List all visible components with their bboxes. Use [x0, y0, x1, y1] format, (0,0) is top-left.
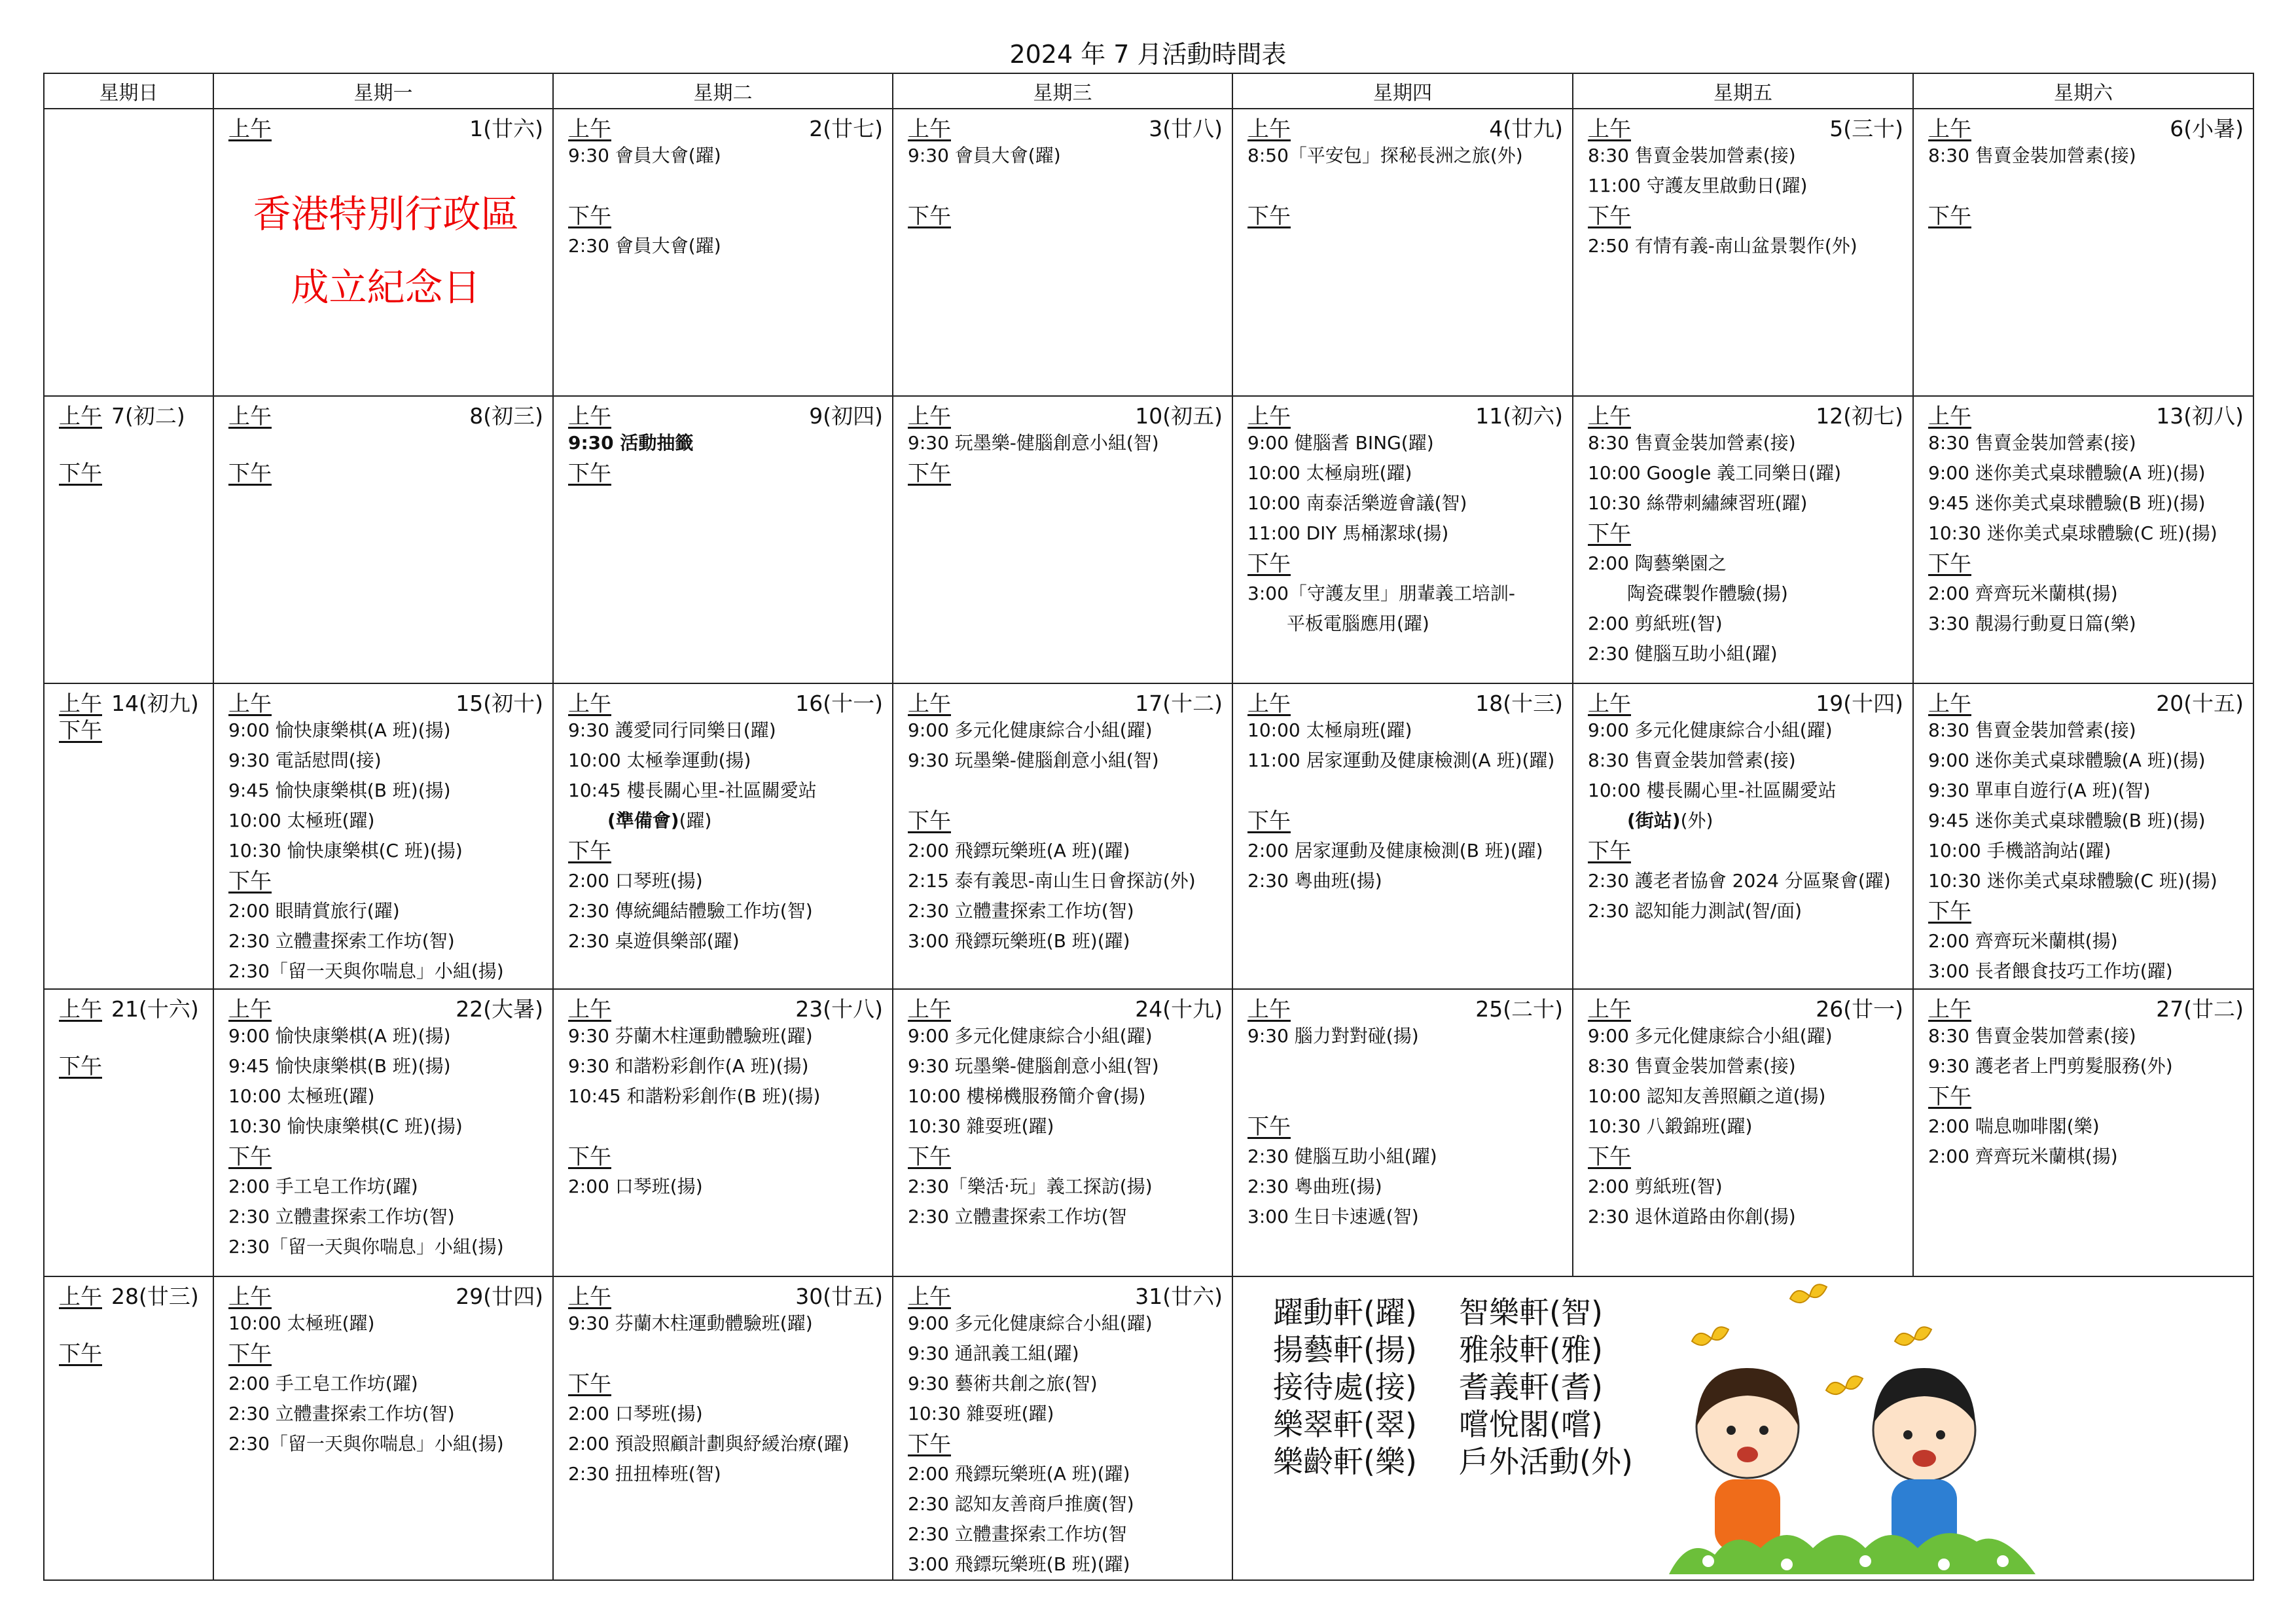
legend-item: 耆義軒(耆)	[1459, 1369, 1603, 1405]
day-cell-30	[553, 1276, 893, 1580]
day-cell-15	[213, 683, 553, 989]
pm-label: 下午	[1928, 203, 1971, 228]
event-item: 3:30 靚湯行動夏日篇(樂)	[1928, 613, 2136, 634]
pm-label: 下午	[1247, 1113, 1291, 1139]
event-item: 9:00 愉快康樂棋(A 班)(揚)	[228, 1025, 451, 1047]
event-item: 9:30 活動抽籤	[568, 432, 694, 454]
pm-label: 下午	[568, 1371, 611, 1396]
day-cell-8	[213, 396, 553, 683]
am-label: 上午	[59, 691, 102, 716]
day-date: 12(初七)	[1816, 403, 1903, 429]
event-item: 9:30 護老者上門剪髮服務(外)	[1928, 1055, 2173, 1077]
day-date: 13(初八)	[2156, 403, 2244, 429]
event-item: 10:00 太極班(躍)	[228, 1085, 375, 1107]
day-date: 1(廿六)	[469, 116, 543, 141]
legend-item: 樂翠軒(翠)	[1273, 1407, 1417, 1442]
event-item: 9:30 和諧粉彩創作(A 班)(揚)	[568, 1055, 809, 1077]
am-label: 上午	[568, 1284, 611, 1309]
venue-legend	[1273, 1294, 1645, 1481]
pm-label: 下午	[908, 203, 951, 228]
event-item: 10:00 太極班(躍)	[228, 1312, 375, 1334]
event-item: 2:30 健腦互助小組(躍)	[1588, 643, 1778, 664]
day-date: 30(廿五)	[795, 1284, 883, 1309]
day-cell-3	[893, 109, 1232, 396]
am-label: 上午	[228, 996, 272, 1022]
event-item: 9:30 腦力對對碰(揚)	[1247, 1025, 1419, 1047]
event-item: 9:30 電話慰問(接)	[228, 749, 382, 771]
event-item: 9:00 迷你美式桌球體驗(A 班)(揚)	[1928, 749, 2206, 771]
am-label: 上午	[1247, 996, 1291, 1022]
day-cell-25	[1232, 989, 1573, 1276]
week-row	[44, 989, 2253, 1276]
pm-label: 下午	[1247, 550, 1291, 576]
event-item: 8:30 售賣金裝加營素(接)	[1928, 432, 2136, 454]
event-item: 9:00 健腦耆 BING(躍)	[1247, 432, 1434, 454]
event-item: 10:45 和諧粉彩創作(B 班)(揚)	[568, 1085, 821, 1107]
event-item: 2:00 口琴班(揚)	[568, 1403, 703, 1424]
event-item: (準備會)(躍)	[607, 810, 712, 831]
event-item: 2:00 眼睛賞旅行(躍)	[228, 900, 400, 922]
am-label: 上午	[59, 996, 102, 1022]
weekday-tue: 星期二	[553, 73, 893, 109]
weekday-sun: 星期日	[44, 73, 213, 109]
event-item: 9:30 會員大會(躍)	[908, 145, 1061, 166]
event-item: 8:30 售賣金裝加營素(接)	[1928, 1025, 2136, 1047]
day-cell-13	[1913, 396, 2253, 683]
pm-label: 下午	[1588, 838, 1631, 863]
event-item: 9:00 多元化健康綜合小組(躍)	[908, 1025, 1153, 1047]
event-item: 10:00 樓梯機服務簡介會(揚)	[908, 1085, 1146, 1107]
weekday-wed: 星期三	[893, 73, 1232, 109]
event-item: 9:30 單車自遊行(A 班)(智)	[1928, 780, 2151, 801]
day-date: 26(廿一)	[1816, 996, 1903, 1022]
event-item: 9:45 迷你美式桌球體驗(B 班)(揚)	[1928, 810, 2206, 831]
day-cell-7	[44, 396, 213, 683]
legend-item: 雅敍軒(雅)	[1459, 1332, 1603, 1367]
am-label: 上午	[908, 403, 951, 429]
event-item: 2:00 齊齊玩米蘭棋(揚)	[1928, 930, 2118, 952]
event-item: 2:50 有情有義-南山盆景製作(外)	[1588, 235, 1857, 257]
event-item: 9:30 玩墨樂-健腦創意小組(智)	[908, 749, 1159, 771]
event-item: 9:00 迷你美式桌球體驗(A 班)(揚)	[1928, 462, 2206, 484]
event-item: 9:00 多元化健康綜合小組(躍)	[1588, 719, 1833, 741]
event-item: 2:00 陶藝樂園之	[1588, 552, 1727, 574]
am-label: 上午	[59, 403, 102, 429]
day-cell-4	[1232, 109, 1573, 396]
am-label: 上午	[1588, 116, 1631, 141]
day-cell-18	[1232, 683, 1573, 989]
pm-label: 下午	[568, 460, 611, 486]
pm-label: 下午	[1247, 808, 1291, 833]
day-date: 10(初五)	[1135, 403, 1223, 429]
event-item: 10:00 太極班(躍)	[228, 810, 375, 831]
day-cell-16	[553, 683, 893, 989]
event-item: 2:15 泰有義思-南山生日會探訪(外)	[908, 870, 1196, 892]
am-label: 上午	[568, 116, 611, 141]
event-item: 8:30 售賣金裝加營素(接)	[1588, 749, 1796, 771]
event-item: 9:30 芬蘭木柱運動體驗班(躍)	[568, 1025, 813, 1047]
event-item: 陶瓷碟製作體驗(揚)	[1627, 583, 1788, 604]
day-cell-11	[1232, 396, 1573, 683]
event-item: 2:30 會員大會(躍)	[568, 235, 721, 257]
am-label: 上午	[1928, 116, 1971, 141]
pm-label: 下午	[1928, 898, 1971, 924]
event-item: 2:30 立體畫探索工作坊(智)	[908, 900, 1134, 922]
event-item: 3:00 飛鏢玩樂班(B 班)(躍)	[908, 1553, 1130, 1575]
event-item: 平板電腦應用(躍)	[1287, 613, 1429, 634]
am-label: 上午	[59, 1284, 102, 1309]
am-label: 上午	[228, 403, 272, 429]
week-row	[44, 683, 2253, 989]
day-cell-26	[1573, 989, 1913, 1276]
event-item: 10:30 迷你美式桌球體驗(C 班)(揚)	[1928, 870, 2217, 892]
event-item: 10:45 樓長關心里-社區關愛站	[568, 780, 817, 801]
event-item: 2:00 居家運動及健康檢測(B 班)(躍)	[1247, 840, 1543, 861]
event-item: 10:00 樓長關心里-社區關愛站	[1588, 780, 1837, 801]
event-item: 10:30 絲帶刺繡練習班(躍)	[1588, 492, 1808, 514]
event-item: 8:30 售賣金裝加營素(接)	[1588, 145, 1796, 166]
event-item: 2:00 剪紙班(智)	[1588, 1176, 1723, 1197]
event-item: 2:30 扭扭棒班(智)	[568, 1463, 721, 1485]
legend-item: 接待處(接)	[1273, 1369, 1417, 1405]
event-item: 9:30 玩墨樂-健腦創意小組(智)	[908, 432, 1159, 454]
event-item: 2:00 口琴班(揚)	[568, 1176, 703, 1197]
pm-label: 下午	[228, 1341, 272, 1366]
week-row	[44, 396, 2253, 683]
legend-item: 嚐悅閣(嚐)	[1459, 1407, 1603, 1442]
event-item: 2:30 護老者協會 2024 分區聚會(躍)	[1588, 870, 1891, 892]
day-cell-27	[1913, 989, 2253, 1276]
event-item: 2:30「樂活‧玩」義工探訪(揚)	[908, 1176, 1153, 1197]
am-label: 上午	[1247, 403, 1291, 429]
event-item: 11:00 DIY 馬桶潔球(揚)	[1247, 522, 1449, 544]
pm-label: 下午	[1247, 203, 1291, 228]
day-date: 24(十九)	[1135, 996, 1223, 1022]
day-cell-21	[44, 989, 213, 1276]
am-label: 上午	[228, 1284, 272, 1309]
day-cell-29	[213, 1276, 553, 1580]
day-cell-12	[1573, 396, 1913, 683]
event-item: 2:30 認知友善商戶推廣(智)	[908, 1493, 1134, 1515]
children-butterflies-illustration	[1669, 1283, 2036, 1574]
legend-item: 躍動軒(躍)	[1273, 1295, 1417, 1330]
event-item: 2:30 粵曲班(揚)	[1247, 1176, 1382, 1197]
event-item: 10:00 認知友善照顧之道(揚)	[1588, 1085, 1826, 1107]
event-item: 9:45 迷你美式桌球體驗(B 班)(揚)	[1928, 492, 2206, 514]
event-item: 9:30 藝術共創之旅(智)	[908, 1373, 1098, 1394]
pm-label: 下午	[228, 868, 272, 893]
am-label: 上午	[1247, 691, 1291, 716]
day-date: 16(十一)	[795, 691, 883, 716]
event-item: (街站)(外)	[1627, 810, 1713, 831]
day-date: 17(十二)	[1135, 691, 1223, 716]
event-item: 9:30 護愛同行同樂日(躍)	[568, 719, 776, 741]
event-item: 2:30 立體畫探索工作坊(智	[908, 1206, 1127, 1227]
pm-label: 下午	[59, 717, 102, 743]
event-item: 2:00 手工皂工作坊(躍)	[228, 1373, 418, 1394]
event-item: 10:30 八鍛錦班(躍)	[1588, 1115, 1753, 1137]
day-date: 14(初九)	[111, 691, 199, 716]
pm-label: 下午	[228, 1144, 272, 1169]
am-label: 上午	[1928, 691, 1971, 716]
event-item: 10:30 迷你美式桌球體驗(C 班)(揚)	[1928, 522, 2217, 544]
event-item: 11:00 居家運動及健康檢測(A 班)(躍)	[1247, 749, 1555, 771]
pm-label: 下午	[568, 1144, 611, 1169]
day-cell-5	[1573, 109, 1913, 396]
am-label: 上午	[568, 691, 611, 716]
event-item: 10:00 太極扇班(躍)	[1247, 462, 1412, 484]
event-item: 10:00 太極扇班(躍)	[1247, 719, 1412, 741]
event-item: 9:30 會員大會(躍)	[568, 145, 721, 166]
pm-label: 下午	[1588, 520, 1631, 546]
day-cell-31	[893, 1276, 1232, 1580]
event-item: 2:30 立體畫探索工作坊(智)	[228, 930, 455, 952]
weekday-thu: 星期四	[1232, 73, 1573, 109]
event-item: 2:00 手工皂工作坊(躍)	[228, 1176, 418, 1197]
pm-label: 下午	[908, 1431, 951, 1456]
event-item: 10:30 愉快康樂棋(C 班)(揚)	[228, 1115, 463, 1137]
event-item: 2:30 立體畫探索工作坊(智)	[228, 1403, 455, 1424]
event-item: 3:00 飛鏢玩樂班(B 班)(躍)	[908, 930, 1130, 952]
day-cell-28	[44, 1276, 213, 1580]
am-label: 上午	[908, 996, 951, 1022]
event-item: 2:30 粵曲班(揚)	[1247, 870, 1382, 892]
event-item: 10:00 太極拳運動(揚)	[568, 749, 751, 771]
day-date: 8(初三)	[469, 403, 543, 429]
day-date: 31(廿六)	[1135, 1284, 1223, 1309]
event-item: 2:00 飛鏢玩樂班(A 班)(躍)	[908, 840, 1130, 861]
weekday-fri: 星期五	[1573, 73, 1913, 109]
day-cell-1	[213, 109, 553, 396]
pm-label: 下午	[228, 460, 272, 486]
day-cell-22	[213, 989, 553, 1276]
pm-label: 下午	[568, 203, 611, 228]
legend-item: 樂齡軒(樂)	[1273, 1444, 1417, 1479]
am-label: 上午	[1588, 403, 1631, 429]
event-item: 2:30 退休道路由你創(揚)	[1588, 1206, 1796, 1227]
day-cell-17	[893, 683, 1232, 989]
event-item: 9:00 多元化健康綜合小組(躍)	[1588, 1025, 1833, 1047]
event-item: 2:00 飛鏢玩樂班(A 班)(躍)	[908, 1463, 1130, 1485]
event-item: 2:00 預設照顧計劃與紓緩治療(躍)	[568, 1433, 850, 1454]
event-item: 11:00 守護友里啟動日(躍)	[1588, 175, 1808, 196]
am-label: 上午	[1247, 116, 1291, 141]
day-date: 22(大暑)	[456, 996, 543, 1022]
event-item: 2:30 健腦互助小組(躍)	[1247, 1146, 1437, 1167]
event-item: 2:30「留一天與你喘息」小組(揚)	[228, 960, 504, 982]
event-item: 9:00 愉快康樂棋(A 班)(揚)	[228, 719, 451, 741]
day-cell-empty	[44, 109, 213, 396]
event-item: 3:00 長者餵食技巧工作坊(躍)	[1928, 960, 2173, 982]
day-cell-6	[1913, 109, 2253, 396]
day-date: 23(十八)	[795, 996, 883, 1022]
event-item: 2:00 喘息咖啡閣(樂)	[1928, 1115, 2100, 1137]
event-item: 2:00 齊齊玩米蘭棋(揚)	[1928, 583, 2118, 604]
day-date: 7(初二)	[111, 403, 185, 429]
event-item: 9:00 多元化健康綜合小組(躍)	[908, 719, 1153, 741]
am-label: 上午	[1928, 403, 1971, 429]
pm-label: 下午	[1588, 1144, 1631, 1169]
day-cell-9	[553, 396, 893, 683]
day-date: 28(廿三)	[111, 1284, 199, 1309]
event-item: 2:30 立體畫探索工作坊(智)	[228, 1206, 455, 1227]
event-item: 2:30 傳統繩結體驗工作坊(智)	[568, 900, 813, 922]
am-label: 上午	[1928, 996, 1971, 1022]
day-cell-23	[553, 989, 893, 1276]
event-item: 2:30「留一天與你喘息」小組(揚)	[228, 1236, 504, 1257]
pm-label: 下午	[59, 1341, 102, 1366]
pm-label: 下午	[908, 808, 951, 833]
event-item: 2:00 口琴班(揚)	[568, 870, 703, 892]
pm-label: 下午	[1928, 550, 1971, 576]
legend-item: 戶外活動(外)	[1459, 1444, 1633, 1479]
event-item: 9:30 芬蘭木柱運動體驗班(躍)	[568, 1312, 813, 1334]
event-item: 8:30 售賣金裝加營素(接)	[1588, 432, 1796, 454]
event-item: 9:45 愉快康樂棋(B 班)(揚)	[228, 1055, 451, 1077]
pm-label: 下午	[59, 460, 102, 486]
day-cell-19	[1573, 683, 1913, 989]
legend-item: 智樂軒(智)	[1459, 1295, 1603, 1330]
event-item: 2:00 齊齊玩米蘭棋(揚)	[1928, 1146, 2118, 1167]
day-date: 29(廿四)	[456, 1284, 543, 1309]
day-date: 6(小暑)	[2170, 116, 2244, 141]
day-cell-14	[44, 683, 213, 989]
event-item: 9:00 多元化健康綜合小組(躍)	[908, 1312, 1153, 1334]
pm-label: 下午	[1588, 203, 1631, 228]
event-item: 10:00 手機諮詢站(躍)	[1928, 840, 2111, 861]
event-item: 2:30 桌遊俱樂部(躍)	[568, 930, 740, 952]
event-item: 10:00 南泰活樂遊會議(智)	[1247, 492, 1467, 514]
event-item: 8:30 售賣金裝加營素(接)	[1928, 719, 2136, 741]
day-date: 11(初六)	[1475, 403, 1563, 429]
event-item: 2:30 認知能力測試(智/面)	[1588, 900, 1803, 922]
day-cell-10	[893, 396, 1232, 683]
weekday-mon: 星期一	[213, 73, 553, 109]
day-date: 3(廿八)	[1149, 116, 1223, 141]
event-item: 10:30 雜耍班(躍)	[908, 1403, 1054, 1424]
day-date: 9(初四)	[809, 403, 883, 429]
event-item: 10:30 愉快康樂棋(C 班)(揚)	[228, 840, 463, 861]
week-row	[44, 109, 2253, 396]
event-item: 2:00 剪紙班(智)	[1588, 613, 1723, 634]
day-date: 4(廿九)	[1489, 116, 1563, 141]
am-label: 上午	[908, 691, 951, 716]
holiday-note: 香港特別行政區 成立紀念日	[253, 192, 519, 310]
pm-label: 下午	[1928, 1083, 1971, 1109]
am-label: 上午	[1588, 996, 1631, 1022]
weekday-sat: 星期六	[1913, 73, 2253, 109]
weekday-header-row	[44, 73, 2253, 109]
day-date: 18(十三)	[1475, 691, 1563, 716]
event-item: 10:00 Google 義工同樂日(躍)	[1588, 462, 1842, 484]
am-label: 上午	[568, 996, 611, 1022]
day-date: 27(廿二)	[2156, 996, 2244, 1022]
am-label: 上午	[908, 1284, 951, 1309]
day-date: 19(十四)	[1816, 691, 1903, 716]
am-label: 上午	[228, 691, 272, 716]
event-item: 3:00 生日卡速遞(智)	[1247, 1206, 1419, 1227]
event-item: 3:00「守護友里」朋輩義工培訓-	[1247, 583, 1515, 604]
pm-label: 下午	[59, 1053, 102, 1079]
event-item: 9:30 通訊義工組(躍)	[908, 1343, 1079, 1364]
am-label: 上午	[228, 116, 272, 141]
legend-item: 揚藝軒(揚)	[1273, 1332, 1417, 1367]
day-date: 2(廿七)	[809, 116, 883, 141]
am-label: 上午	[908, 116, 951, 141]
pm-label: 下午	[908, 460, 951, 486]
am-label: 上午	[1588, 691, 1631, 716]
day-date: 25(二十)	[1475, 996, 1563, 1022]
day-date: 21(十六)	[111, 996, 199, 1022]
day-cell-2	[553, 109, 893, 396]
event-item: 2:30「留一天與你喘息」小組(揚)	[228, 1433, 504, 1454]
event-item: 9:30 玩墨樂-健腦創意小組(智)	[908, 1055, 1159, 1077]
event-item: 8:30 售賣金裝加營素(接)	[1588, 1055, 1796, 1077]
event-item: 9:45 愉快康樂棋(B 班)(揚)	[228, 780, 451, 801]
am-label: 上午	[568, 403, 611, 429]
event-item: 10:30 雜耍班(躍)	[908, 1115, 1054, 1137]
pm-label: 下午	[908, 1144, 951, 1169]
pm-label: 下午	[568, 838, 611, 863]
event-item: 8:30 售賣金裝加營素(接)	[1928, 145, 2136, 166]
day-cell-24	[893, 989, 1232, 1276]
event-item: 2:30 立體畫探索工作坊(智	[908, 1523, 1127, 1545]
day-date: 20(十五)	[2156, 691, 2244, 716]
day-date: 5(三十)	[1829, 116, 1903, 141]
event-item: 8:50「平安包」探秘長洲之旅(外)	[1247, 145, 1523, 166]
page-title: 2024 年 7 月活動時間表	[1009, 40, 1287, 69]
day-date: 15(初十)	[456, 691, 543, 716]
day-cell-20	[1913, 683, 2253, 989]
